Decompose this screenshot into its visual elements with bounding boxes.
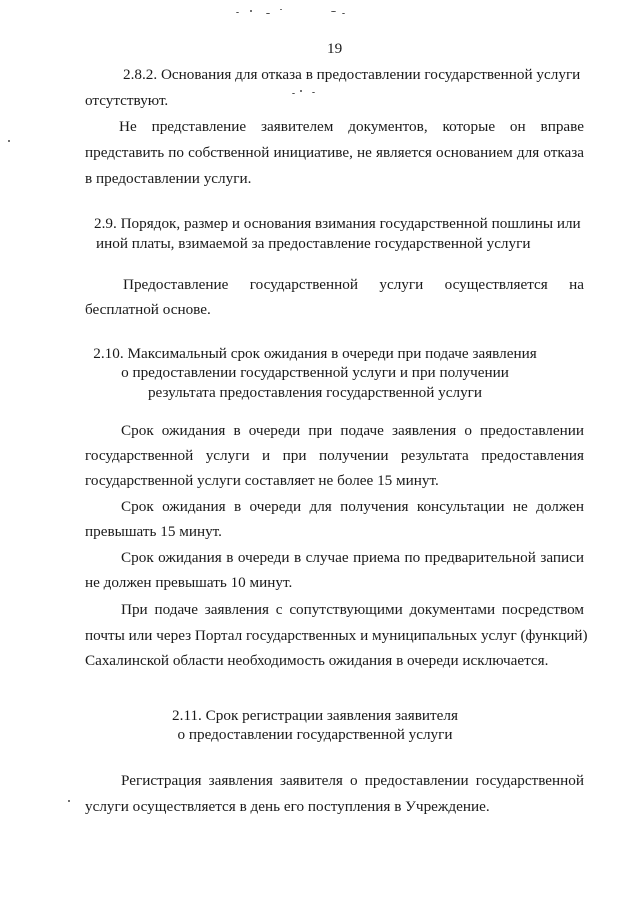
scan-speck: [280, 9, 282, 10]
section-2-8-2-line-2: отсутствуют.: [85, 92, 169, 109]
paragraph-line: в предоставлении услуги.: [85, 170, 252, 187]
paragraph-line: При подаче заявления с сопутствующими документами посредством: [121, 601, 584, 618]
paragraph-line: Срок ожидания в очереди в случае приема по предварительной записи: [121, 549, 584, 566]
section-2-11-heading-line-2: о предоставлении государственной услуги: [177, 726, 453, 743]
paragraph-line: не должен превышать 10 минут.: [85, 574, 293, 591]
section-2-9-heading-line-1: 2.9. Порядок, размер и основания взимания государственной пошлины или: [94, 215, 581, 232]
page-number: 19: [327, 40, 343, 57]
section-2-10-heading-line-1: 2.10. Максимальный срок ожидания в очереди при подаче заявления: [93, 345, 537, 362]
scan-speck: [8, 140, 10, 142]
scan-speck: [236, 12, 239, 13]
paragraph-line: представить по собственной инициативе, не является основанием для отказа: [85, 144, 584, 161]
paragraph-line: услуги осуществляется в день его поступления в Учреждение.: [85, 798, 490, 815]
paragraph-line: Сахалинской области необходимость ожидания в очереди исключается.: [85, 652, 549, 669]
paragraph-line: Не представление заявителем документов, которые он вправе: [119, 118, 584, 135]
paragraph-line: Срок ожидания в очереди при подаче заявления о предоставлении: [121, 422, 584, 439]
scan-speck: [68, 800, 70, 802]
scan-speck: [250, 10, 252, 12]
paragraph-line: государственной услуги составляет не более 15 минут.: [85, 472, 439, 489]
section-2-8-2-line-1: 2.8.2. Основания для отказа в предоставлении государственной услуги: [123, 66, 581, 83]
scan-speck: [266, 13, 270, 14]
paragraph-line: бесплатной основе.: [85, 301, 211, 318]
section-2-11-heading-line-1: 2.11. Срок регистрации заявления заявителя: [172, 707, 458, 724]
paragraph-line: почты или через Портал государственных и муниципальных услуг (функций): [85, 627, 588, 644]
paragraph-line: государственной услуги и при получении результата предоставления: [85, 447, 584, 464]
scan-speck: [292, 93, 295, 94]
scan-speck: [331, 11, 336, 12]
section-2-10-heading-line-3: результата предоставления государственной услуги: [147, 384, 483, 401]
section-2-10-heading-line-2: о предоставлении государственной услуги и при получении: [121, 364, 509, 381]
scan-speck: [300, 90, 302, 92]
scan-speck: [312, 92, 315, 93]
paragraph-line: Предоставление государственной услуги осуществляется на: [123, 276, 584, 293]
section-2-9-heading-line-2: иной платы, взимаемой за предоставление государственной услуги: [96, 235, 531, 252]
scan-speck: [342, 13, 345, 14]
paragraph-line: превышать 15 минут.: [85, 523, 222, 540]
paragraph-line: Срок ожидания в очереди для получения консультации не должен: [121, 498, 584, 515]
paragraph-line: Регистрация заявления заявителя о предоставлении государственной: [121, 772, 584, 789]
